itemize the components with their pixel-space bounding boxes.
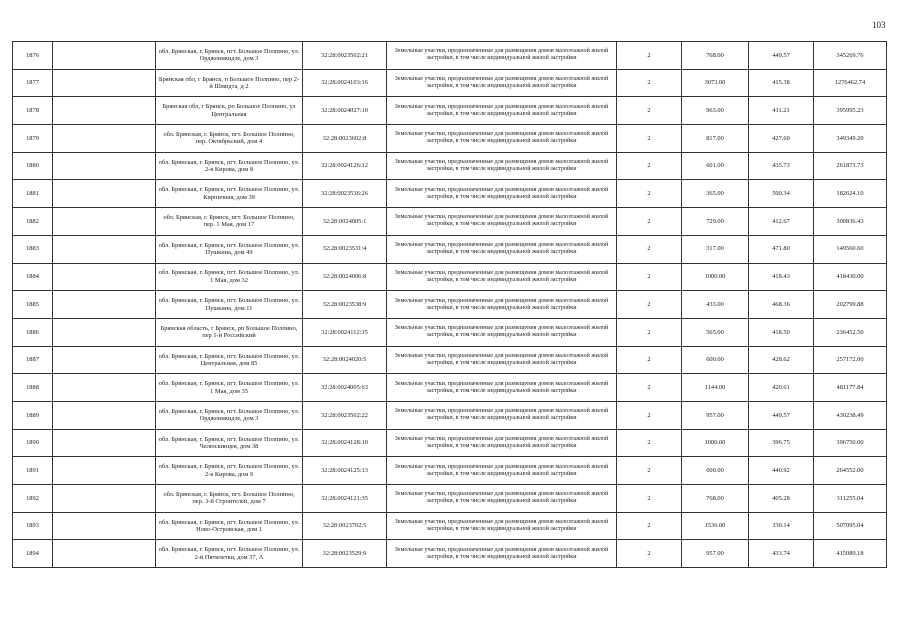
area-cell: 1536.00 [682, 512, 749, 540]
table-row [13, 263, 887, 291]
cadastral-value-cell: 149560.60 [814, 235, 887, 263]
table-row [13, 346, 887, 374]
area-cell: 817.00 [682, 125, 749, 153]
land-plot-registry-table [12, 41, 887, 568]
blank-cell [53, 42, 156, 70]
specific-value-cell: 411.21 [749, 97, 814, 125]
area-cell: 963.00 [682, 97, 749, 125]
cadastral-value-cell: 202799.88 [814, 291, 887, 319]
specific-value-cell: 468.36 [749, 291, 814, 319]
group-cell: 2 [617, 485, 682, 513]
page-number: 103 [872, 20, 886, 30]
area-cell: 1000.00 [682, 429, 749, 457]
table-row [13, 429, 887, 457]
table-row [13, 485, 887, 513]
group-cell: 2 [617, 401, 682, 429]
area-cell: 1000.00 [682, 263, 749, 291]
area-cell: 729.00 [682, 208, 749, 236]
land-use-purpose-cell: Земельные участки, предназначенные для размещения домов малоэтажной жилой застройки, в том числе индивидуальной жилой застройки [387, 97, 617, 125]
specific-value-cell: 405.28 [749, 485, 814, 513]
specific-value-cell: 449.57 [749, 401, 814, 429]
area-cell: 565.00 [682, 318, 749, 346]
table-row [13, 318, 887, 346]
specific-value-cell: 433.74 [749, 540, 814, 568]
cadastral-number-cell: 32:28:0023602:8 [303, 125, 387, 153]
cadastral-number-cell: 32:28:0024005:63 [303, 374, 387, 402]
area-cell: 3073.00 [682, 69, 749, 97]
area-cell: 600.00 [682, 457, 749, 485]
cadastral-value-cell: 349349.20 [814, 125, 887, 153]
address-cell: обл. Брянская, г. Брянск, пгт. Большое Полпино, ул. Челюскинцев, дом 38 [156, 429, 303, 457]
land-use-purpose-cell: Земельные участки, предназначенные для размещения домов малоэтажной жилой застройки, в том числе индивидуальной жилой застройки [387, 152, 617, 180]
specific-value-cell: 330.14 [749, 512, 814, 540]
table-row [13, 457, 887, 485]
land-use-purpose-cell: Земельные участки, предназначенные для размещения домов малоэтажной жилой застройки, в том числе индивидуальной жилой застройки [387, 457, 617, 485]
land-use-purpose-cell: Земельные участки, предназначенные для размещения домов малоэтажной жилой застройки, в том числе индивидуальной жилой застройки [387, 485, 617, 513]
specific-value-cell: 418.43 [749, 263, 814, 291]
row-number-cell: 1891 [13, 457, 53, 485]
group-cell: 2 [617, 125, 682, 153]
specific-value-cell: 449.57 [749, 42, 814, 70]
cadastral-number-cell: 32:28:0024103:16 [303, 69, 387, 97]
cadastral-value-cell: 481177.84 [814, 374, 887, 402]
table-body [13, 42, 887, 568]
specific-value-cell: 427.60 [749, 125, 814, 153]
table-row [13, 69, 887, 97]
address-cell: обл. Брянская, г. Брянск, пгт. Большое Полпино, ул. 1 Мая, дом 32 [156, 263, 303, 291]
cadastral-number-cell: 32:28:0023702:5 [303, 512, 387, 540]
row-number-cell: 1878 [13, 97, 53, 125]
address-cell: Брянская обл, г Брянск, п Большое Полпино, пер 2-й Шмидта, д 2 [156, 69, 303, 97]
address-cell: обл. Брянская, г. Брянск, пгт. Большое Полпино, ул. Пушкина, дом 49 [156, 235, 303, 263]
land-use-purpose-cell: Земельные участки, предназначенные для размещения домов малоэтажной жилой застройки, в том числе индивидуальной жилой застройки [387, 401, 617, 429]
cadastral-value-cell: 261873.73 [814, 152, 887, 180]
group-cell: 2 [617, 235, 682, 263]
blank-cell [53, 346, 156, 374]
table-row [13, 401, 887, 429]
land-use-purpose-cell: Земельные участки, предназначенные для размещения домов малоэтажной жилой застройки, в том числе индивидуальной жилой застройки [387, 429, 617, 457]
area-cell: 365.00 [682, 180, 749, 208]
row-number-cell: 1876 [13, 42, 53, 70]
blank-cell [53, 152, 156, 180]
area-cell: 768.00 [682, 485, 749, 513]
land-use-purpose-cell: Земельные участки, предназначенные для размещения домов малоэтажной жилой застройки, в том числе индивидуальной жилой застройки [387, 235, 617, 263]
land-use-purpose-cell: Земельные участки, предназначенные для размещения домов малоэтажной жилой застройки, в том числе индивидуальной жилой застройки [387, 318, 617, 346]
cadastral-value-cell: 395995.23 [814, 97, 887, 125]
area-cell: 1144.00 [682, 374, 749, 402]
area-cell: 317.00 [682, 235, 749, 263]
cadastral-number-cell: 32:28:0024020:5 [303, 346, 387, 374]
cadastral-number-cell: 32:28:0024125:13 [303, 457, 387, 485]
blank-cell [53, 69, 156, 97]
row-number-cell: 1877 [13, 69, 53, 97]
address-cell: обл. Брянская, г. Брянск, пгт. Большое Полпино, пер. Октябрьский, дом 4 [156, 125, 303, 153]
cadastral-number-cell: 32:28:0024006:8 [303, 263, 387, 291]
specific-value-cell: 415.38 [749, 69, 814, 97]
table-row [13, 291, 887, 319]
row-number-cell: 1885 [13, 291, 53, 319]
cadastral-number-cell: 32:28:0024112:35 [303, 318, 387, 346]
cadastral-value-cell: 300836.43 [814, 208, 887, 236]
group-cell: 2 [617, 208, 682, 236]
row-number-cell: 1884 [13, 263, 53, 291]
blank-cell [53, 97, 156, 125]
address-cell: обл. Брянская, г. Брянск, пгт. Большое Полпино, ул. Орджоникидзе, дом 3 [156, 401, 303, 429]
cadastral-number-cell: 32:28:0023502:21 [303, 42, 387, 70]
address-cell: обл. Брянская, г. Брянск, пгт. Большое Полпино, ул. Ново-Островская, дом 1 [156, 512, 303, 540]
address-cell: обл. Брянская, г. Брянск, пгт. Большое Полпино, ул. 1 Мая, дом 35 [156, 374, 303, 402]
group-cell: 2 [617, 69, 682, 97]
group-cell: 2 [617, 180, 682, 208]
land-use-purpose-cell: Земельные участки, предназначенные для размещения домов малоэтажной жилой застройки, в том числе индивидуальной жилой застройки [387, 208, 617, 236]
row-number-cell: 1892 [13, 485, 53, 513]
cadastral-value-cell: 182624.10 [814, 180, 887, 208]
specific-value-cell: 418.50 [749, 318, 814, 346]
cadastral-value-cell: 345269.76 [814, 42, 887, 70]
cadastral-value-cell: 396750.00 [814, 429, 887, 457]
row-number-cell: 1881 [13, 180, 53, 208]
cadastral-number-cell: 32:28:0023529:9 [303, 540, 387, 568]
land-use-purpose-cell: Земельные участки, предназначенные для размещения домов малоэтажной жилой застройки, в том числе индивидуальной жилой застройки [387, 512, 617, 540]
specific-value-cell: 471.80 [749, 235, 814, 263]
address-cell: обл. Брянская, г. Брянск, пгт. Большое Полпино, ул. Кирпичная, дом 39 [156, 180, 303, 208]
cadastral-number-cell: 32:28:0024128:10 [303, 429, 387, 457]
blank-cell [53, 125, 156, 153]
land-use-purpose-cell: Земельные участки, предназначенные для размещения домов малоэтажной жилой застройки, в том числе индивидуальной жилой застройки [387, 540, 617, 568]
blank-cell [53, 512, 156, 540]
area-cell: 601.00 [682, 152, 749, 180]
row-number-cell: 1887 [13, 346, 53, 374]
group-cell: 2 [617, 318, 682, 346]
row-number-cell: 1880 [13, 152, 53, 180]
blank-cell [53, 180, 156, 208]
area-cell: 600.00 [682, 346, 749, 374]
address-cell: обл. Брянская, г. Брянск, пгт. Большое Полпино, ул. 2-я Кирова, дом 8 [156, 152, 303, 180]
cadastral-number-cell: 32:28:0023502:22 [303, 401, 387, 429]
group-cell: 2 [617, 457, 682, 485]
address-cell: обл. Брянская, г. Брянск, пгт. Большое Полпино, ул. Орджоникидзе, дом 3 [156, 42, 303, 70]
table-row [13, 512, 887, 540]
cadastral-value-cell: 1276462.74 [814, 69, 887, 97]
row-number-cell: 1882 [13, 208, 53, 236]
group-cell: 2 [617, 346, 682, 374]
group-cell: 2 [617, 429, 682, 457]
cadastral-value-cell: 257172.00 [814, 346, 887, 374]
blank-cell [53, 485, 156, 513]
table-row [13, 152, 887, 180]
area-cell: 768.00 [682, 42, 749, 70]
blank-cell [53, 401, 156, 429]
cadastral-number-cell: 32:28:0024027:10 [303, 97, 387, 125]
row-number-cell: 1879 [13, 125, 53, 153]
address-cell: Брянская обл, г Брянск, рп Большое Полпино, ул Центральная [156, 97, 303, 125]
area-cell: 957.00 [682, 540, 749, 568]
cadastral-value-cell: 264552.00 [814, 457, 887, 485]
specific-value-cell: 412.67 [749, 208, 814, 236]
cadastral-number-cell: 32:28:0023531:4 [303, 235, 387, 263]
land-use-purpose-cell: Земельные участки, предназначенные для размещения домов малоэтажной жилой застройки, в том числе индивидуальной жилой застройки [387, 42, 617, 70]
blank-cell [53, 291, 156, 319]
group-cell: 2 [617, 291, 682, 319]
row-number-cell: 1893 [13, 512, 53, 540]
group-cell: 2 [617, 540, 682, 568]
area-cell: 957.00 [682, 401, 749, 429]
row-number-cell: 1888 [13, 374, 53, 402]
blank-cell [53, 208, 156, 236]
row-number-cell: 1890 [13, 429, 53, 457]
land-use-purpose-cell: Земельные участки, предназначенные для размещения домов малоэтажной жилой застройки, в том числе индивидуальной жилой застройки [387, 374, 617, 402]
blank-cell [53, 457, 156, 485]
table-row [13, 540, 887, 568]
blank-cell [53, 235, 156, 263]
cadastral-value-cell: 507095.04 [814, 512, 887, 540]
table-row [13, 180, 887, 208]
cadastral-value-cell: 236452.50 [814, 318, 887, 346]
group-cell: 2 [617, 512, 682, 540]
table-row [13, 374, 887, 402]
row-number-cell: 1886 [13, 318, 53, 346]
address-cell: обл. Брянская, г. Брянск, пгт. Большое Полпино, пер. 3-й Строителей, дом 7 [156, 485, 303, 513]
blank-cell [53, 318, 156, 346]
table-row [13, 235, 887, 263]
specific-value-cell: 500.34 [749, 180, 814, 208]
table-row [13, 125, 887, 153]
cadastral-number-cell: 32:28:0024126:12 [303, 152, 387, 180]
blank-cell [53, 429, 156, 457]
group-cell: 2 [617, 42, 682, 70]
cadastral-value-cell: 418430.00 [814, 263, 887, 291]
group-cell: 2 [617, 152, 682, 180]
row-number-cell: 1894 [13, 540, 53, 568]
cadastral-number-cell: 32:28:0024121:35 [303, 485, 387, 513]
specific-value-cell: 435.73 [749, 152, 814, 180]
area-cell: 433.00 [682, 291, 749, 319]
group-cell: 2 [617, 374, 682, 402]
table-row [13, 97, 887, 125]
specific-value-cell: 428.62 [749, 346, 814, 374]
cadastral-number-cell: 32:28:0024005:1 [303, 208, 387, 236]
blank-cell [53, 263, 156, 291]
blank-cell [53, 540, 156, 568]
table-row [13, 208, 887, 236]
address-cell: обл. Брянская, г. Брянск, пгт. Большое Полпино, пер. 1 Мая, дом 17 [156, 208, 303, 236]
address-cell: обл. Брянская, г. Брянск, пгт. Большое Полпино, ул. Центральная, дом 85 [156, 346, 303, 374]
address-cell: Брянская область, г Брянск, рп Большое Полпино, пер 1-й Российский [156, 318, 303, 346]
group-cell: 2 [617, 97, 682, 125]
specific-value-cell: 420.61 [749, 374, 814, 402]
cadastral-value-cell: 430238.49 [814, 401, 887, 429]
address-cell: обл. Брянская, г. Брянск, пгт. Большое Полпино, ул. 2-я Кирова, дом 9 [156, 457, 303, 485]
cadastral-number-cell: 32:28:0023536:26 [303, 180, 387, 208]
land-use-purpose-cell: Земельные участки, предназначенные для размещения домов малоэтажной жилой застройки, в том числе индивидуальной жилой застройки [387, 125, 617, 153]
table-row [13, 42, 887, 70]
group-cell: 2 [617, 263, 682, 291]
cadastral-value-cell: 311255.04 [814, 485, 887, 513]
row-number-cell: 1889 [13, 401, 53, 429]
land-use-purpose-cell: Земельные участки, предназначенные для размещения домов малоэтажной жилой застройки, в том числе индивидуальной жилой застройки [387, 263, 617, 291]
cadastral-number-cell: 32:28:0023538:9 [303, 291, 387, 319]
land-use-purpose-cell: Земельные участки, предназначенные для размещения домов малоэтажной жилой застройки, в том числе индивидуальной жилой застройки [387, 180, 617, 208]
specific-value-cell: 440.92 [749, 457, 814, 485]
cadastral-value-cell: 415089.18 [814, 540, 887, 568]
land-use-purpose-cell: Земельные участки, предназначенные для размещения домов малоэтажной жилой застройки, в том числе индивидуальной жилой застройки [387, 291, 617, 319]
address-cell: обл. Брянская, г. Брянск, пгт. Большое Полпино, ул. 2-й Пятилетки, дом 37, А [156, 540, 303, 568]
row-number-cell: 1883 [13, 235, 53, 263]
land-use-purpose-cell: Земельные участки, предназначенные для размещения домов малоэтажной жилой застройки, в том числе индивидуальной жилой застройки [387, 346, 617, 374]
land-use-purpose-cell: Земельные участки, предназначенные для размещения домов малоэтажной жилой застройки, в том числе индивидуальной жилой застройки [387, 69, 617, 97]
blank-cell [53, 374, 156, 402]
address-cell: обл. Брянская, г. Брянск, пгт. Большое Полпино, ул. Пушкина, дом 11 [156, 291, 303, 319]
specific-value-cell: 396.75 [749, 429, 814, 457]
